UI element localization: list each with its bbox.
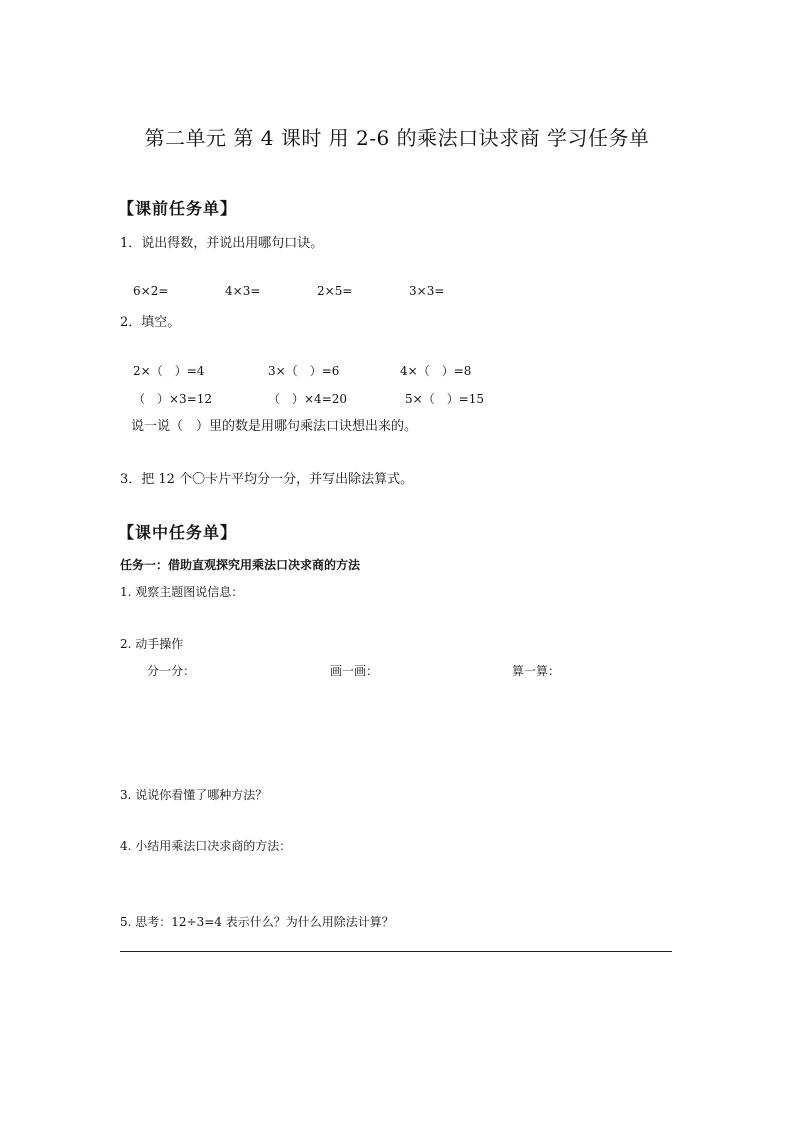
q1-text: 1．说出得数，并说出用哪句口诀。 <box>120 236 324 251</box>
task1-item-1: 1. 观察主题图说信息： <box>120 585 244 599</box>
task1-item-4: 4. 小结用乘法口决求商的方法： <box>120 839 292 853</box>
q2-row2-item-2: （ ）×4=20 <box>268 392 348 406</box>
task1-title: 任务一：借助直观探究用乘法口决求商的方法 <box>120 558 361 572</box>
q2-row2-item-3: 5×（ ）=15 <box>405 392 485 406</box>
task1-item-5: 5. 思考：12÷3=4 表示什么？为什么用除法计算？ <box>120 915 394 929</box>
q1-item-4: 3×3= <box>409 284 445 298</box>
q2-row1-item-1: 2×（ ）=4 <box>133 364 205 378</box>
q1-item-1: 6×2= <box>133 284 169 298</box>
q2-row2-item-1: （ ）×3=12 <box>133 392 213 406</box>
q2-row1-item-2: 3×（ ）=6 <box>268 364 340 378</box>
in-class-heading: 【课中任务单】 <box>118 523 238 542</box>
q3-text: 3．把 12 个〇卡片平均分一分，并写出除法算式。 <box>120 472 414 487</box>
calculate-label: 算一算： <box>512 664 561 678</box>
pre-class-heading: 【课前任务单】 <box>118 199 238 218</box>
q1-item-2: 4×3= <box>225 284 261 298</box>
q2-row1-item-3: 4×（ ）=8 <box>400 364 472 378</box>
q2-text: 2．填空。 <box>120 315 181 330</box>
q2-note: 说一说（ ）里的数是用哪句乘法口诀想出来的。 <box>131 419 418 434</box>
divide-label: 分一分： <box>147 664 196 678</box>
page-title: 第二单元 第 4 课时 用 2-6 的乘法口诀求商 学习任务单 <box>144 126 650 150</box>
bottom-divider <box>120 951 672 952</box>
q1-item-3: 2×5= <box>317 284 353 298</box>
task1-item-2: 2. 动手操作 <box>120 637 184 651</box>
task1-item-3: 3. 说说你看懂了哪种方法？ <box>120 788 268 802</box>
draw-label: 画一画： <box>330 664 379 678</box>
